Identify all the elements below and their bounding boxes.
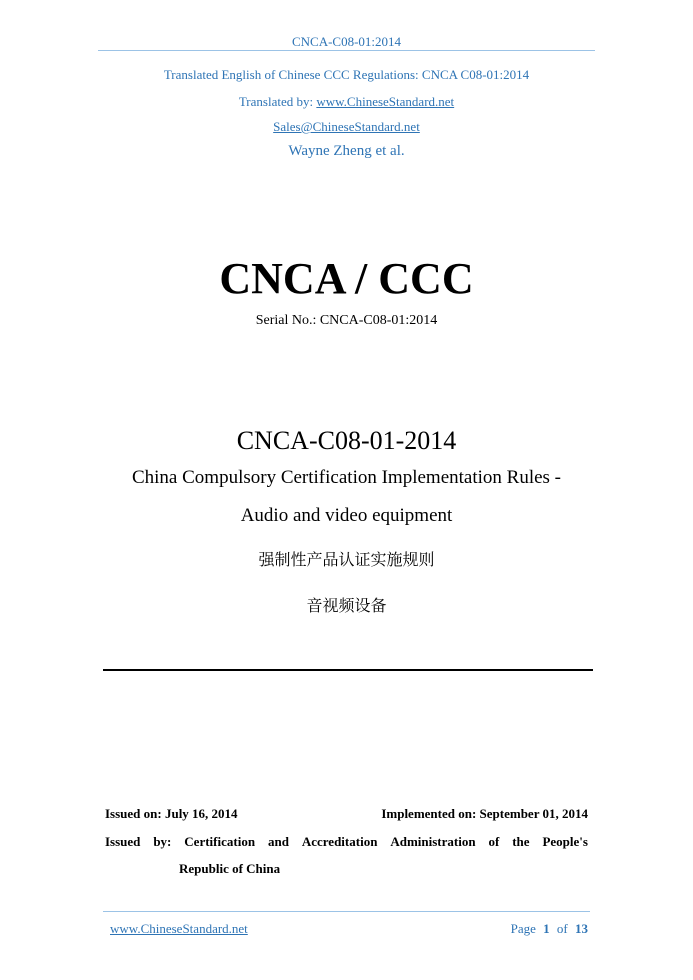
issued-by-label: Issued — [105, 834, 141, 849]
chinese-title: 强制性产品认证实施规则 — [258, 552, 435, 569]
document-title-line2: Audio and video equipment — [240, 505, 453, 526]
page-current: 1 — [543, 921, 550, 936]
translated-by-line — [0, 94, 693, 110]
issued-by-word: of — [488, 834, 500, 849]
footer-rule — [103, 911, 590, 912]
footer-website-link[interactable]: www.ChineseStandard.net — [110, 921, 248, 936]
issued-by-word: Certification — [184, 834, 256, 849]
issued-by-word: Accreditation — [301, 834, 378, 849]
page-total: 13 — [575, 921, 588, 936]
header-doc-code: CNCA-C08-01:2014 — [291, 34, 402, 49]
issued-by-word: by: — [153, 834, 172, 849]
serial-number: Serial No.: CNCA-C08-01:2014 — [255, 313, 438, 328]
author-line: Wayne Zheng et al. — [288, 143, 405, 159]
issued-by-line1 — [105, 834, 588, 850]
footer-website-wrap — [110, 921, 248, 937]
footer-page-number — [511, 921, 588, 937]
translated-by-prefix: Translated by: — [238, 94, 317, 109]
document-code: CNCA-C08-01-2014 — [236, 426, 457, 455]
issued-by-word: and — [267, 834, 289, 849]
page-of-label: of — [556, 921, 568, 936]
issued-on: Issued on: July 16, 2014 — [105, 806, 238, 821]
header-rule — [98, 50, 595, 51]
issued-by-word: the — [512, 834, 530, 849]
implemented-on: Implemented on: September 01, 2014 — [381, 806, 588, 821]
translation-line: Translated English of Chinese CCC Regulations: CNCA C08-01:2014 — [163, 67, 530, 82]
issued-by-word: People's — [542, 834, 588, 849]
page-label: Page — [510, 921, 536, 936]
sales-email-link[interactable]: Sales@ChineseStandard.net — [273, 119, 420, 134]
translated-by-link[interactable]: www.ChineseStandard.net — [316, 94, 455, 109]
section-divider — [103, 669, 593, 671]
sales-email-row — [0, 119, 693, 135]
issued-by-line2: Republic of China — [179, 861, 281, 876]
issued-by-word: Administration — [390, 834, 476, 849]
document-title-line1: China Compulsory Certification Implementation Rules - — [131, 467, 561, 488]
main-title: CNCA / CCC — [219, 254, 474, 303]
chinese-subtitle: 音视频设备 — [306, 598, 387, 615]
